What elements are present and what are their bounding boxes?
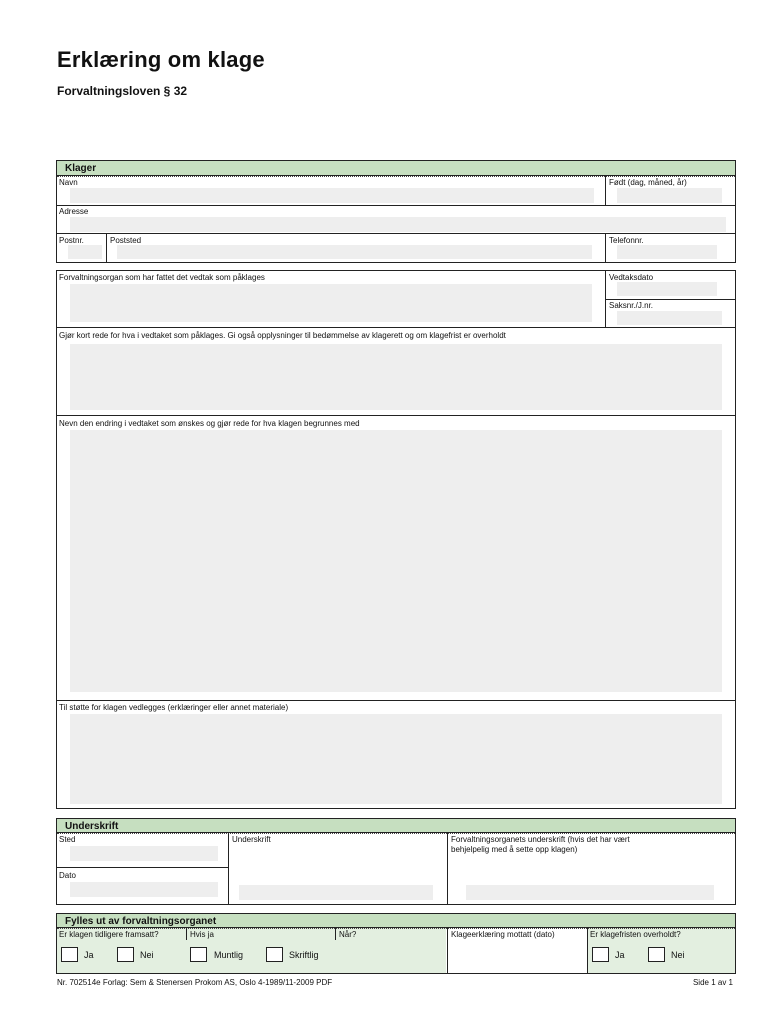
sted-label: Sted (59, 835, 76, 844)
organ-signature-label-1: Forvaltningsorganets underskrift (hvis det har vært (451, 835, 630, 844)
divider (56, 867, 228, 868)
redegjor-field[interactable] (70, 344, 722, 410)
divider (56, 327, 736, 328)
poststed-label: Poststed (110, 236, 142, 245)
vedlegg-label: Til støtte for klagen vedlegges (erklæringer eller annet materiale) (59, 703, 289, 712)
fodt-field[interactable] (617, 188, 722, 203)
overholdt-nei-checkbox[interactable] (648, 947, 665, 962)
overholdt-ja-checkbox[interactable] (592, 947, 609, 962)
adresse-label: Adresse (59, 207, 89, 216)
divider (335, 927, 336, 940)
divider (56, 700, 736, 701)
page-subtitle: Forvaltningsloven § 32 (57, 84, 188, 98)
fodt-label: Født (dag, måned, år) (609, 178, 687, 187)
footer-publisher: Nr. 702514e Forlag: Sem & Stenersen Prokom AS, Oslo 4-1989/11-2009 PDF (57, 978, 333, 987)
organ-signature-label-2: behjelpelig med å sette opp klagen) (451, 845, 578, 854)
telefon-label: Telefonnr. (609, 236, 644, 245)
overholdt-label: Er klagefristen overholdt? (590, 930, 681, 939)
tidligere-nei-label: Nei (140, 950, 154, 960)
sted-field[interactable] (70, 846, 218, 861)
saksnr-label: Saksnr./J.nr. (609, 301, 654, 310)
divider (605, 175, 606, 205)
underskrift-header: Underskrift (56, 818, 736, 833)
adresse-field[interactable] (70, 217, 726, 232)
dato-field[interactable] (70, 882, 218, 897)
divider (605, 233, 606, 263)
skriftlig-label: Skriftlig (289, 950, 319, 960)
divider (605, 299, 736, 300)
dato-label: Dato (59, 871, 76, 880)
divider (57, 176, 735, 177)
footer-page-number: Side 1 av 1 (692, 978, 733, 987)
organ-signature-field[interactable] (466, 885, 714, 900)
divider (57, 928, 735, 929)
forvaltning-header: Fylles ut av forvaltningsorganet (56, 913, 736, 928)
muntlig-label: Muntlig (214, 950, 244, 960)
divider (447, 927, 448, 974)
signature-label: Underskrift (232, 835, 271, 844)
endring-label: Nevn den endring i vedtaket som ønskes og gjør rede for hva klagen begrunnes med (59, 419, 360, 428)
telefon-field[interactable] (617, 245, 717, 259)
navn-field[interactable] (70, 188, 594, 203)
divider (587, 927, 588, 974)
page-title: Erklæring om klage (57, 47, 265, 72)
vedtaksdato-field[interactable] (617, 282, 717, 296)
overholdt-nei-label: Nei (671, 950, 685, 960)
navn-label: Navn (59, 178, 78, 187)
saksnr-field[interactable] (617, 311, 722, 325)
divider (106, 233, 107, 263)
signature-field[interactable] (239, 885, 433, 900)
tidligere-ja-label: Ja (84, 950, 94, 960)
naar-label: Når? (339, 930, 357, 939)
skriftlig-checkbox[interactable] (266, 947, 283, 962)
redegjor-label: Gjør kort rede for hva i vedtaket som påklages. Gi også opplysninger til bedømmelse av klagerett og om klagefrist er overholdt (59, 331, 506, 340)
divider (56, 205, 736, 206)
tidligere-nei-checkbox[interactable] (117, 947, 134, 962)
poststed-field[interactable] (117, 245, 592, 259)
postnr-label: Postnr. (59, 236, 84, 245)
vedtaksdato-label: Vedtaksdato (609, 273, 654, 282)
divider (56, 415, 736, 416)
postnr-field[interactable] (68, 245, 102, 259)
endring-field[interactable] (70, 430, 722, 692)
vedlegg-field[interactable] (70, 714, 722, 804)
overholdt-ja-label: Ja (615, 950, 625, 960)
muntlig-checkbox[interactable] (190, 947, 207, 962)
divider (447, 832, 448, 905)
mottatt-label: Klageerklæring mottatt (dato) (451, 930, 555, 939)
klager-header: Klager (56, 160, 736, 176)
divider (228, 832, 229, 905)
divider (56, 233, 736, 234)
divider (186, 927, 187, 940)
organ-field[interactable] (70, 284, 592, 322)
hvis-ja-label: Hvis ja (190, 930, 215, 939)
tidligere-ja-checkbox[interactable] (61, 947, 78, 962)
tidligere-label: Er klagen tidligere framsatt? (59, 930, 159, 939)
organ-label: Forvaltningsorgan som har fattet det vedtak som påklages (59, 273, 265, 282)
divider (57, 833, 735, 834)
